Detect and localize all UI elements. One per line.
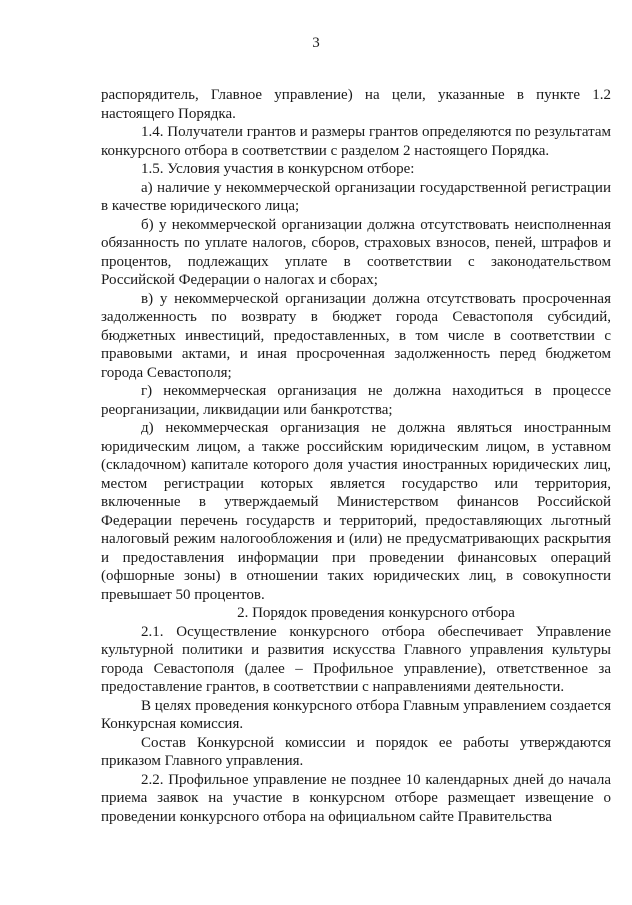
condition-e: д) некоммерческая организация не должна являться иностранным юридическим лицом, а также российским юридическим лицом, в уставном (складочном) капитале которого доля участия иностранных юридических лиц, местом регистрации которых является государство или территория, включенные в утверждаемый Министерством финансов Российской Федерации перечень государств и территорий, предоставляющих льготный налоговый режим налогообложения и (или) не предусматривающих раскрытия и предоставления информации при проведении финансовых операций (офшорные зоны) в отношении таких юридических лиц, в совокупности превышает 50 процентов. [101,420,611,603]
document-body [101,86,611,826]
paragraph-1-5: 1.5. Условия участия в конкурсном отборе: [141,161,415,177]
paragraph-1-4: 1.4. Получатели грантов и размеры грантов определяются по результатам конкурсного отбора в соответствии с разделом 2 настоящего Порядка. [101,124,611,159]
paragraph-commission-composition: Состав Конкурсной комиссии и порядок ее работы утверждаются приказом Главного управления. [101,734,611,769]
section-heading: 2. Порядок проведения конкурсного отбора [237,605,515,621]
page-number: 3 [312,35,320,51]
condition-a: а) наличие у некоммерческой организации государственной регистрации в качестве юридического лица; [101,179,611,214]
paragraph-commission: В целях проведения конкурсного отбора Главным управлением создается Конкурсная комиссия. [101,697,611,732]
condition-d: г) некоммерческая организация не должна находиться в процессе реорганизации, ликвидации или банкротства; [101,383,611,418]
paragraph-2-1: 2.1. Осуществление конкурсного отбора обеспечивает Управление культурной политики и развития искусства Главного управления культуры города Севастополя (далее – Профильное управление), ответственное за предоставление грантов, в соответствии с направлениями деятельности. [101,623,611,695]
condition-b: б) у некоммерческой организации должна отсутствовать неисполненная обязанность по уплате налогов, сборов, страховых взносов, пеней, штрафов и процентов, подлежащих уплате в соответствии с законодательством Российской Федерации о налогах и сборах; [101,216,611,288]
paragraph-2-2: 2.2. Профильное управление не позднее 10 календарных дней до начала приема заявок на участие в конкурсном отборе размещает извещение о проведении конкурсного отбора на официальном сайте Правительства [101,771,611,825]
condition-c: в) у некоммерческой организации должна отсутствовать просроченная задолженность по возврату в бюджет города Севастополя субсидий, бюджетных инвестиций, предоставленных, в том числе в соответствии с правовыми актами, и иная просроченная задолженность перед бюджетом города Севастополя; [101,290,611,381]
paragraph-continuation: распорядитель, Главное управление) на цели, указанные в пункте 1.2 настоящего Порядка. [101,87,611,122]
